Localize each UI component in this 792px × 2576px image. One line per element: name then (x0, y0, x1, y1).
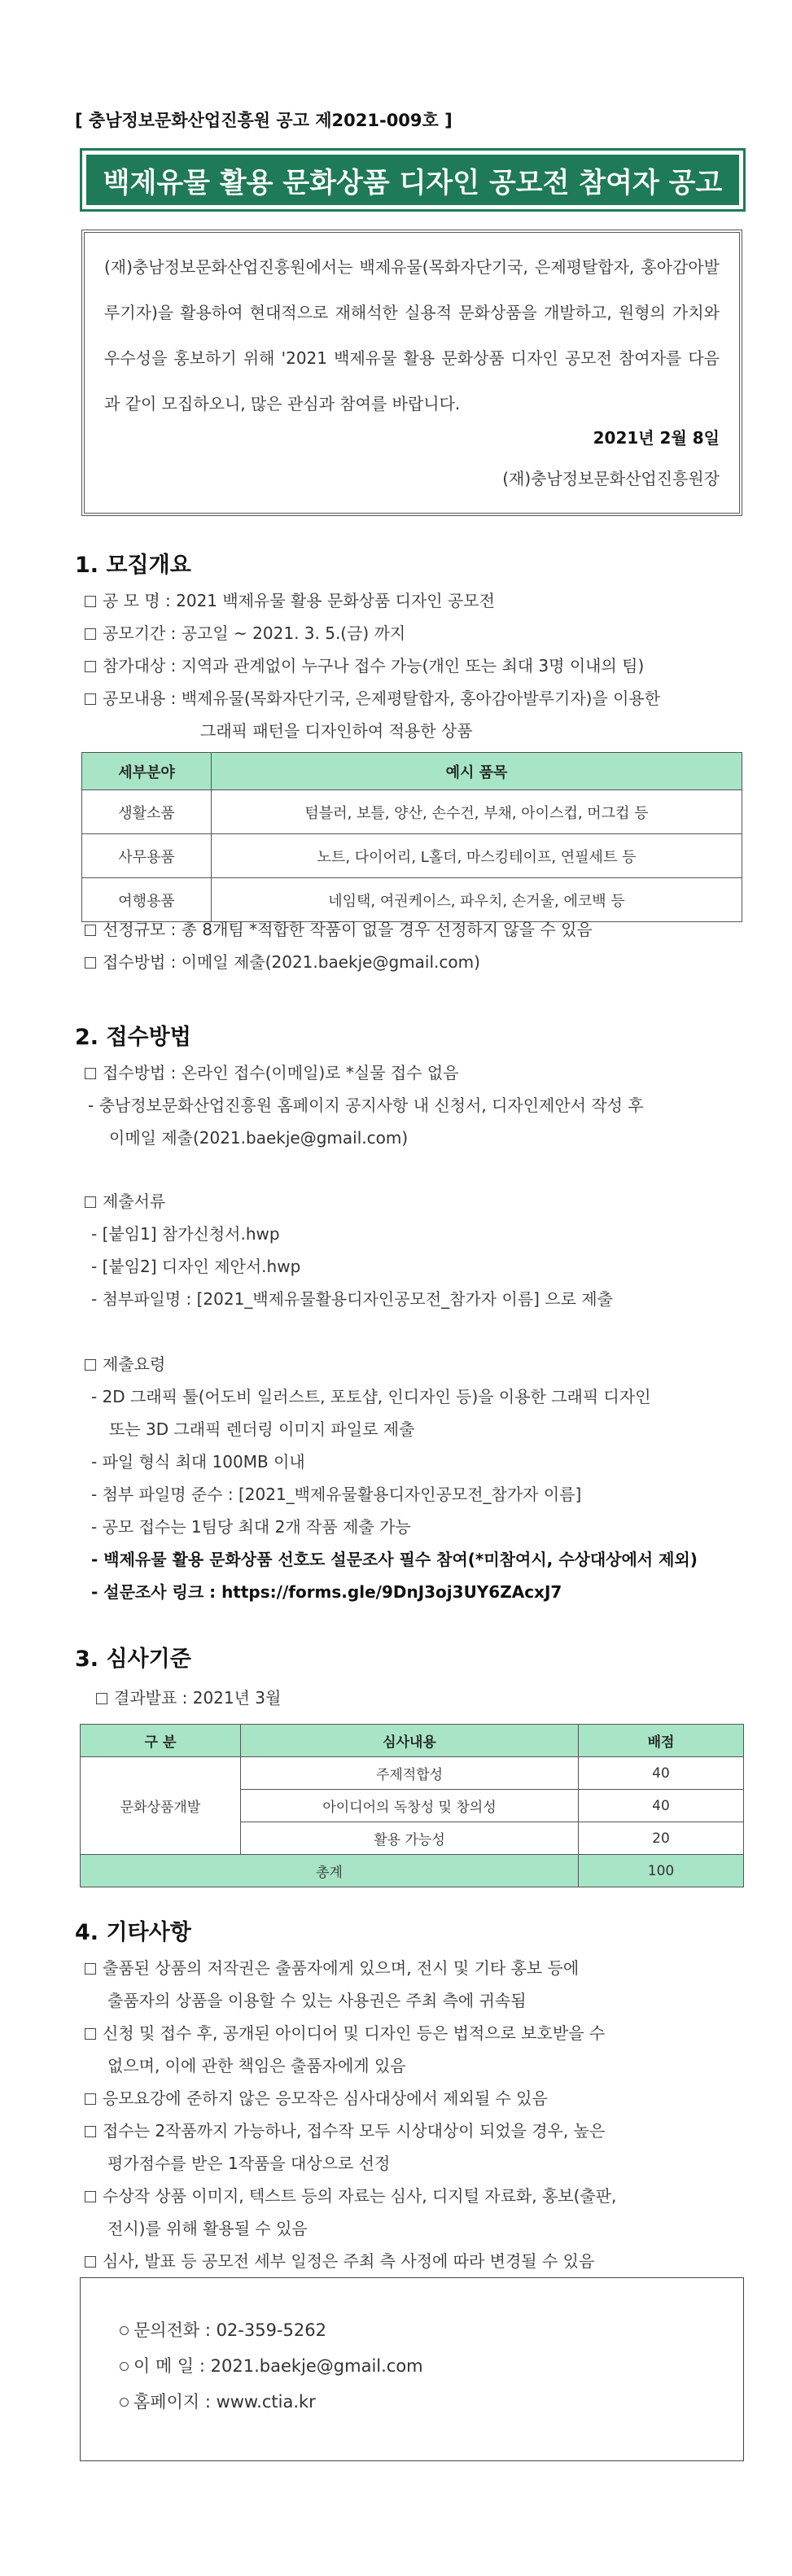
intro-box (81, 230, 742, 516)
table-header: 예시 품목 (212, 753, 742, 790)
overview-item: 참가대상 : 지역과 관계없이 누구나 접수 가능(개인 또는 최대 3명 이내의 팀) (85, 653, 644, 676)
checkbox-icon (85, 628, 96, 640)
survey-required-note: - 백제유물 활용 문화상품 선호도 설문조사 필수 참여(*미참여시, 수상대상에서 제외) (91, 1550, 698, 1569)
table-header: 배점 (579, 1725, 744, 1757)
section1-heading: 1. 모집개요 (75, 553, 191, 578)
table-header: 심사내용 (241, 1725, 579, 1757)
table-row: 생활소품 텀블러, 보틀, 양산, 손수건, 부채, 아이스컵, 머그컵 등 (82, 790, 742, 834)
misc-item: 응모요강에 준하지 않은 응모작은 심사대상에서 제외될 수 있음 (85, 2085, 548, 2109)
checkbox-icon (85, 596, 96, 607)
misc-item: 신청 및 접수 후, 공개된 아이디어 및 디자인 등은 법적으로 보호받을 수 (85, 2020, 605, 2044)
checkbox-icon (85, 925, 96, 936)
overview-item: 공 모 명 : 2021 백제유물 활용 문화상품 디자인 공모전 (85, 588, 495, 611)
contact-homepage[interactable]: 홈페이지 : www.ctia.kr (120, 2389, 316, 2413)
table-row: 활용 가능성 20 (81, 1822, 744, 1855)
guide-line: - 2D 그래픽 툴(어도비 일러스트, 포토샵, 인디자인 등)을 이용한 그래픽 디자인 (91, 1387, 651, 1406)
checkbox-icon (96, 1693, 107, 1704)
total-label: 총계 (81, 1855, 579, 1887)
checkbox-icon (85, 957, 96, 969)
circle-bullet-icon (120, 2398, 129, 2407)
overview-item: 공모기간 : 공고일 ~ 2021. 3. 5.(금) 까지 (85, 620, 405, 644)
checkbox-icon (85, 2028, 96, 2040)
circle-bullet-icon (120, 2362, 129, 2371)
survey-link[interactable]: - 설문조사 링크 : https://forms.gle/9DnJ3oj3UY6ZAcxJ7 (91, 1582, 562, 1602)
total-row (81, 1855, 744, 1887)
table-row: 여행용품 네임택, 여권케이스, 파우치, 손거울, 에코백 등 (82, 878, 742, 922)
checkbox-icon (85, 2093, 96, 2105)
misc-item: 수상작 상품 이미지, 텍스트 등의 자료는 심사, 디지털 자료화, 홍보(출판, (85, 2183, 616, 2206)
guide-line: - 첨부 파일명 준수 : [2021_백제유물활용디자인공모전_참가자 이름] (91, 1485, 582, 1504)
criteria-table (80, 1724, 744, 1887)
criteria-category: 문화상품개발 (81, 1757, 241, 1855)
intro-organization: (재)충남정보문화산업진흥원장 (502, 469, 720, 488)
guide-title: 제출요령 (85, 1351, 165, 1375)
docs-line: - [붙임2] 디자인 제안서.hwp (91, 1257, 301, 1276)
misc-item: 심사, 발표 등 공모전 세부 일정은 주최 측 사정에 따라 변경될 수 있음 (85, 2248, 594, 2272)
method-title: 접수방법 : 온라인 접수(이메일)로 *실물 접수 없음 (85, 1060, 459, 1083)
section2-heading: 2. 접수방법 (75, 1025, 191, 1050)
checkbox-icon (85, 1068, 96, 1079)
result-date: 결과발표 : 2021년 3월 (96, 1685, 281, 1708)
contact-box (80, 2277, 744, 2461)
docs-title: 제출서류 (85, 1188, 165, 1212)
method-line: 이메일 제출(2021.baekje@gmail.com) (109, 1128, 409, 1148)
table-row: 문화상품개발 주제적합성 40 (81, 1757, 744, 1790)
checkbox-icon (85, 693, 96, 705)
page-title: 백제유물 활용 문화상품 디자인 공모전 참여자 공고 (85, 153, 741, 207)
circle-bullet-icon (120, 2326, 129, 2335)
table-row: 아이디어의 독창성 및 창의성 40 (81, 1790, 744, 1822)
checkbox-icon (85, 1359, 96, 1371)
checkbox-icon (85, 2126, 96, 2137)
docs-line: - 첨부파일명 : [2021_백제유물활용디자인공모전_참가자 이름] 으로 제출 (91, 1289, 613, 1309)
checkbox-icon (85, 2191, 96, 2202)
contact-email[interactable]: 이 메 일 : 2021.baekje@gmail.com (120, 2353, 423, 2377)
intro-date: 2021년 2월 8일 (593, 428, 720, 448)
overview-item-continued: 그래픽 패턴을 디자인하여 적용한 상품 (200, 721, 473, 741)
table-header: 세부분야 (82, 753, 212, 790)
table-row: 사무용품 노트, 다이어리, L홀더, 마스킹테이프, 연필세트 등 (82, 834, 742, 878)
guide-line: - 공모 접수는 1팀당 최대 2개 작품 제출 가능 (91, 1517, 411, 1537)
overview-item: 접수방법 : 이메일 제출(2021.baekje@gmail.com) (85, 949, 480, 973)
misc-item: 접수는 2작품까지 가능하나, 접수작 모두 시상대상이 되었을 경우, 높은 (85, 2118, 605, 2141)
misc-item-continued: 전시)를 위해 활용될 수 있음 (107, 2219, 308, 2238)
checkbox-icon (85, 661, 96, 672)
checkbox-icon (85, 1963, 96, 1975)
misc-item-continued: 출품자의 상품을 이용할 수 있는 사용권은 주최 측에 귀속됨 (107, 1991, 527, 2010)
overview-item: 선정규모 : 총 8개팀 *적합한 작품이 없을 경우 선정하지 않을 수 있음 (85, 916, 593, 940)
guide-line: - 파일 형식 최대 100MB 이내 (91, 1452, 305, 1472)
checkbox-icon (85, 2256, 96, 2268)
method-line: - 충남정보문화산업진흥원 홈페이지 공지사항 내 신청서, 디자인제안서 작성 후 (88, 1096, 644, 1115)
overview-item: 공모내용 : 백제유물(목화자단기국, 은제평탈합자, 홍아감아발루기자)을 이용한 (85, 685, 660, 709)
section4-heading: 4. 기타사항 (75, 1920, 191, 1945)
contact-phone: 문의전화 : 02-359-5262 (120, 2317, 326, 2342)
section3-heading: 3. 심사기준 (75, 1647, 191, 1672)
intro-text: (재)충남정보문화산업진흥원에서는 백제유물(목화자단기국, 은제평탈합자, 홍아감아발루기자)을 활용하여 현대적으로 재해석한 실용적 문화상품을 개발하고, 원형의 가치와 우수성을 홍보하기 위해 '2021 백제유물 활용 문화상품 디자인 공모전 참여자를 다음과 같이 모집하오니, 많은 관심과 참여를 바랍니다. (104, 257, 720, 413)
notice-number: [ 충남정보문화산업진흥원 공고 제2021-009호 ] (75, 111, 453, 130)
docs-line: - [붙임1] 참가신청서.hwp (91, 1224, 280, 1244)
category-table (81, 752, 742, 922)
misc-item: 출품된 상품의 저작권은 출품자에게 있으며, 전시 및 기타 홍보 등에 (85, 1955, 579, 1979)
misc-item-continued: 평가점수를 받은 1작품을 대상으로 선정 (107, 2154, 391, 2173)
misc-item-continued: 없으며, 이에 관한 책임은 출품자에게 있음 (107, 2056, 406, 2075)
table-header: 구 분 (81, 1725, 241, 1757)
guide-line: 또는 3D 그래픽 렌더링 이미지 파일로 제출 (109, 1419, 415, 1439)
checkbox-icon (85, 1196, 96, 1208)
total-value: 100 (579, 1855, 744, 1887)
